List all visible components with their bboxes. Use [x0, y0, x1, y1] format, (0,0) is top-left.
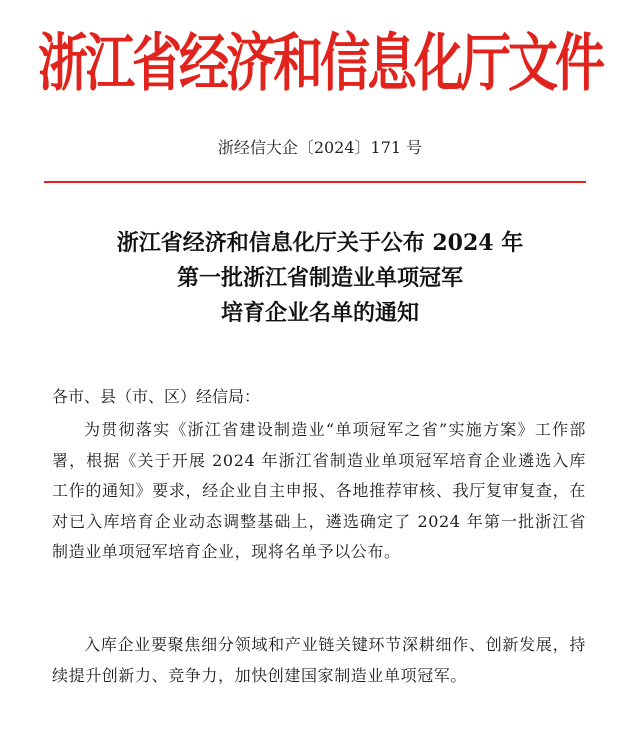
- notice-title: [0, 226, 640, 331]
- body-paragraph-1: 为贯彻落实《浙江省建设制造业“单项冠军之省”实施方案》工作部署，根据《关于开展 2024 年浙江省制造业单项冠军培育企业遴选入库工作的通知》要求，经企业自主申报、各地推荐审核、我厅复审复查，在对已入库培育企业动态调整基础上，遴选确定了 2024 年第一批浙江省制造业单项冠军培育企业，现将名单予以公布。: [52, 420, 586, 561]
- body-paragraph-2: 入库企业要聚焦细分领域和产业链关键环节深耕细作、创新发展，持续提升创新力、竞争力，加快创建国家制造业单项冠军。: [52, 635, 586, 685]
- salutation: 各市、县（市、区）经信局：: [52, 387, 261, 406]
- notice-title-line-1: 浙江省经济和信息化厅关于公布 2024 年: [116, 230, 524, 256]
- document-number: 浙经信大企〔2024〕171 号: [217, 138, 423, 157]
- notice-title-line-2: 第一批浙江省制造业单项冠军: [176, 265, 463, 291]
- notice-title-line-3: 培育企业名单的通知: [220, 300, 419, 326]
- red-divider-line: [44, 181, 586, 183]
- agency-document-header: 浙江省经济和信息化厅文件: [38, 26, 602, 100]
